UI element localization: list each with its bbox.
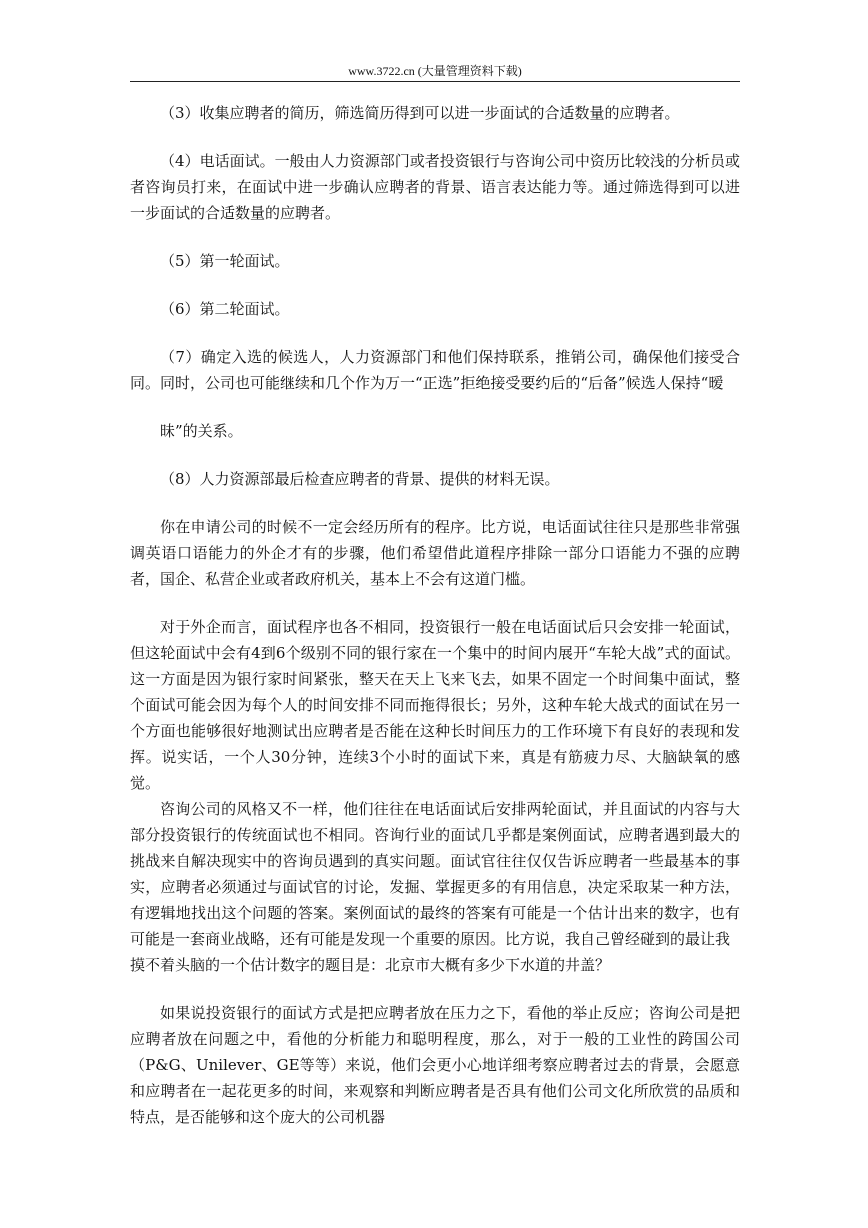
paragraph-step-4: （4）电话面试。一般由人力资源部门或者投资银行与咨询公司中资历比较浅的分析员或者咨询员打来，在面试中进一步确认应聘者的背景、语言表达能力等。通过筛选得到可以进一步面试的合适数量的应聘者。 — [130, 152, 740, 222]
header-rule — [130, 81, 740, 82]
paragraph-step-7-continued: 昧”的关系。 — [160, 422, 243, 440]
paragraph-step-5: （5）第一轮面试。 — [160, 252, 290, 270]
paragraph-consulting-continued: 摸不着头脑的一个估计数字的题目是：北京市大概有多少下水道的井盖？ — [130, 956, 611, 974]
paragraph-step-7: （7）确定入选的候选人，人力资源部门和他们保持联系，推销公司，确保他们接受合同。同时，公司也可能继续和几个作为万一“正选”拒绝接受要约后的“后备”候选人保持“暧 — [130, 348, 740, 392]
document-body — [130, 100, 740, 1130]
paragraph-step-3: （3）收集应聘者的简历，筛选简历得到可以进一步面试的合适数量的应聘者。 — [160, 104, 680, 122]
paragraph-industrial-company: 如果说投资银行的面试方式是把应聘者放在压力之下，看他的举止反应；咨询公司是把应聘者放在问题之中，看他的分析能力和聪明程度，那么，对于一般的工业性的跨国公司（P&G、Unilever、GE等等）来说，他们会更小心地详细考察应聘者过去的背景，会愿意和应聘者在一起花更多的时间，来观察和判断应聘者是否具有他们公司文化所欣赏的品质和特点，是否能够和这个庞大的公司机器 — [130, 1004, 740, 1126]
paragraph-investment-bank: 对于外企而言，面试程序也各不相同，投资银行一般在电话面试后只会安排一轮面试，但这轮面试中会有4到6个级别不同的银行家在一个集中的时间内展开“车轮大战”式的面试。这一方面是因为银行家时间紧张，整天在天上飞来飞去，如果不固定一个时间集中面试，整个面试可能会因为每个人的时间安排不同而拖得很长；另外，这种车轮大战式的面试在另一个方面也能够很好地测试出应聘者是否能在这种长时间压力的工作环境下有良好的表现和发挥。说实话，一个人30分钟，连续3个小时的面试下来，真是有筋疲力尽、大脑缺氧的感觉。 — [130, 618, 740, 792]
paragraph-step-6: （6）第二轮面试。 — [160, 300, 290, 318]
paragraph-phone-interview: 你在申请公司的时候不一定会经历所有的程序。比方说，电话面试往往只是那些非常强调英语口语能力的外企才有的步骤，他们希望借此道程序排除一部分口语能力不强的应聘者，国企、私营企业或者政府机关，基本上不会有这道门槛。 — [130, 518, 740, 588]
page-header: www.3722.cn (大量管理资料下载) — [348, 64, 522, 78]
paragraph-step-8: （8）人力资源部最后检查应聘者的背景、提供的材料无误。 — [160, 470, 560, 488]
paragraph-consulting: 咨询公司的风格又不一样，他们往往在电话面试后安排两轮面试，并且面试的内容与大部分投资银行的传统面试也不相同。咨询行业的面试几乎都是案例面试，应聘者遇到最大的挑战来自解决现实中的咨询员遇到的真实问题。面试官往往仅仅告诉应聘者一些最基本的事实，应聘者必须通过与面试官的讨论，发掘、掌握更多的有用信息，决定采取某一种方法，有逻辑地找出这个问题的答案。案例面试的最终的答案有可能是一个估计出来的数字，也有可能是一套商业战略，还有可能是发现一个重要的原因。比方说，我自己曾经碰到的最让我 — [130, 800, 740, 948]
